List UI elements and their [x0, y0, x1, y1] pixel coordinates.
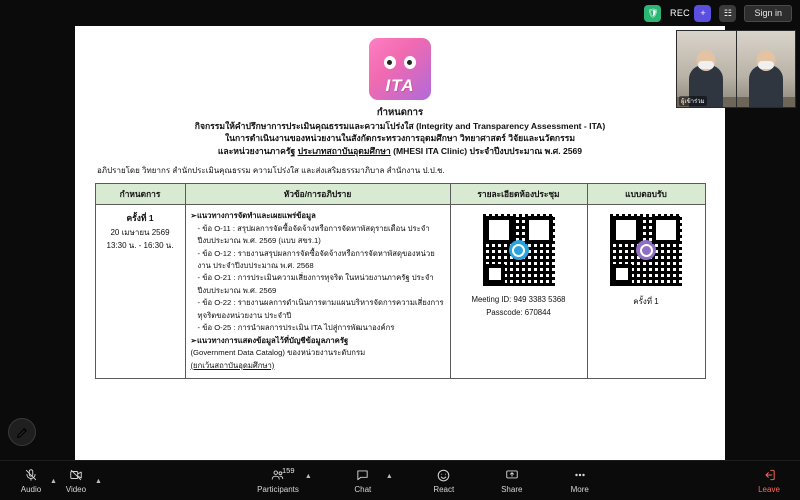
document-heading	[75, 106, 725, 157]
video-label: Video	[65, 485, 87, 494]
topic-line: ➢แนวทางการจัดทำและเผยแพร่ข้อมูล	[190, 211, 316, 221]
participants-count: 159	[281, 466, 295, 475]
ita-logo-wrap	[75, 38, 725, 100]
table-header-topic: หัวข้อ/การอภิปราย	[185, 184, 450, 205]
topic-line: - ข้อ O-21 : การประเมินความเสี่ยงการทุจริต ในหน่วยงานภาครัฐ ประจำปีงบประมาณ พ.ศ. 2569	[197, 273, 434, 295]
grid-icon[interactable]: ☷	[719, 5, 736, 22]
meeting-qr-code[interactable]	[480, 211, 558, 289]
share-button[interactable]	[495, 467, 529, 494]
table-header-meeting-details: รายละเอียดห้องประชุม	[450, 184, 587, 205]
reply-form-label: ครั้งที่ 1	[633, 297, 659, 307]
video-tile[interactable]	[736, 31, 796, 107]
shared-screen-stage	[0, 26, 800, 460]
reply-form-qr-code[interactable]	[607, 211, 685, 289]
more-label: More	[570, 485, 589, 494]
doc-title-line4-underline: ประเภทสถาบันอุดมศึกษา	[297, 145, 391, 156]
sign-in-button[interactable]: Sign in	[744, 5, 792, 22]
recording-indicator[interactable]	[669, 5, 690, 22]
topic-line: - ข้อ O-22 : รายงานผลการดำเนินการตามแผนบริหารจัดการความเสี่ยงการทุจริตของหน่วยงาน ประจำปี	[197, 298, 444, 320]
microphone-icon	[24, 467, 38, 483]
topic-line: (ยกเว้นสถาบันอุดมศึกษา)	[190, 360, 275, 370]
leave-icon	[762, 467, 777, 483]
participants-button[interactable]	[257, 467, 299, 494]
emoji-icon	[436, 467, 451, 483]
table-header-reply-form: แบบตอบรับ	[587, 184, 705, 205]
share-label: Share	[501, 485, 523, 494]
table-header-row	[95, 184, 705, 205]
react-label: React	[433, 485, 455, 494]
topic-line: - ข้อ O-25 : การนำผลการประเมิน ITA ไปสู่การพัฒนาองค์กร	[197, 323, 395, 333]
topic-line: (Government Data Catalog) ของหน่วยงานระดับกรม	[190, 348, 366, 358]
cell-topic	[185, 205, 450, 379]
audio-button[interactable]	[14, 467, 48, 494]
ita-logo-icon	[369, 38, 431, 100]
top-status-bar	[0, 0, 800, 26]
participant-video-strip[interactable]	[676, 30, 796, 108]
chat-button[interactable]	[346, 467, 380, 494]
pen-icon[interactable]	[8, 418, 36, 446]
shield-icon[interactable]: 🛡	[644, 5, 661, 22]
doc-title-line4	[75, 145, 725, 157]
doc-title-line4-post: (MHESI ITA Clinic) ประจำปีงบประมาณ พ.ศ. 2569	[390, 145, 583, 156]
cell-schedule	[95, 205, 185, 379]
plus-icon[interactable]: +	[694, 5, 711, 22]
chat-chevron-up-icon[interactable]: ▲	[385, 472, 393, 480]
chat-icon	[355, 467, 370, 483]
shared-document	[75, 26, 725, 460]
recording-label: REC	[670, 8, 690, 18]
ita-logo-text: ITA	[385, 76, 415, 95]
cell-reply-form	[587, 205, 705, 379]
topic-line: - ข้อ O-11 : สรุปผลการจัดซื้อจัดจ้างหรือการจัดหาพัสดุรายเดือน ประจำปีงบประมาณ พ.ศ. 2569 (แบบ สขร.1)	[197, 223, 430, 246]
more-button[interactable]	[563, 467, 597, 494]
cell-meeting-details	[450, 205, 587, 379]
chat-label: Chat	[354, 485, 372, 494]
schedule-session-title: ครั้งที่ 1	[126, 213, 154, 224]
topic-line: - ข้อ O-12 : รายงานสรุปผลการจัดซื้อจัดจ้างหรือการจัดหาพัสดุของหน่วยงาน ประจำปีงบประมาณ พ.ศ. 2568	[197, 248, 435, 270]
camera-icon	[68, 467, 84, 483]
doc-title-line4-pre: และหน่วยงานภาครัฐ	[217, 145, 298, 156]
meeting-passcode: Passcode: 670844	[486, 307, 551, 317]
table-header-schedule: กำหนดการ	[95, 184, 185, 205]
table-row	[95, 205, 705, 379]
doc-title-line1: กำหนดการ	[376, 107, 424, 118]
leave-label: Leave	[758, 485, 780, 494]
meeting-toolbar	[0, 460, 800, 500]
schedule-time: 13:30 น. - 16:30 น.	[106, 241, 174, 251]
video-chevron-up-icon[interactable]: ▲	[94, 478, 102, 485]
agenda-table	[95, 183, 706, 379]
react-button[interactable]	[427, 467, 461, 494]
video-button[interactable]	[59, 467, 93, 494]
video-tile[interactable]	[677, 31, 736, 107]
leave-button[interactable]	[752, 467, 786, 494]
participants-chevron-up-icon[interactable]: ▲	[304, 472, 312, 480]
doc-subnote: อภิปรายโดย วิทยากร สำนักประเมินคุณธรรม ความโปร่งใส และส่งเสริมธรรมาภิบาล สำนักงาน ป.ป.ช.	[97, 166, 445, 176]
participants-label: Participants	[257, 485, 299, 494]
more-icon	[572, 467, 588, 483]
meeting-id: Meeting ID: 949 3383 5368	[471, 295, 566, 305]
topic-line: ➢แนวทางการแสดงข้อมูลไว้ที่บัญชีข้อมูลภาครัฐ	[190, 335, 349, 345]
audio-chevron-up-icon[interactable]: ▲	[50, 478, 57, 485]
share-screen-icon	[504, 467, 520, 483]
schedule-date: 20 เมษายน 2569	[110, 227, 170, 237]
doc-title-line2: กิจกรรมให้คำปรึกษาการประเมินคุณธรรมและความโปร่งใส (Integrity and Transparency Assessment - ITA)	[194, 120, 606, 131]
doc-title-line3: ในการดำเนินงานของหน่วยงานในสังกัดกระทรวงการอุดมศึกษา วิทยาศาสตร์ วิจัยและนวัตกรรม	[224, 133, 575, 144]
participant-name: ผู้เข้าร่วม	[679, 96, 707, 106]
audio-label: Audio	[20, 485, 42, 494]
